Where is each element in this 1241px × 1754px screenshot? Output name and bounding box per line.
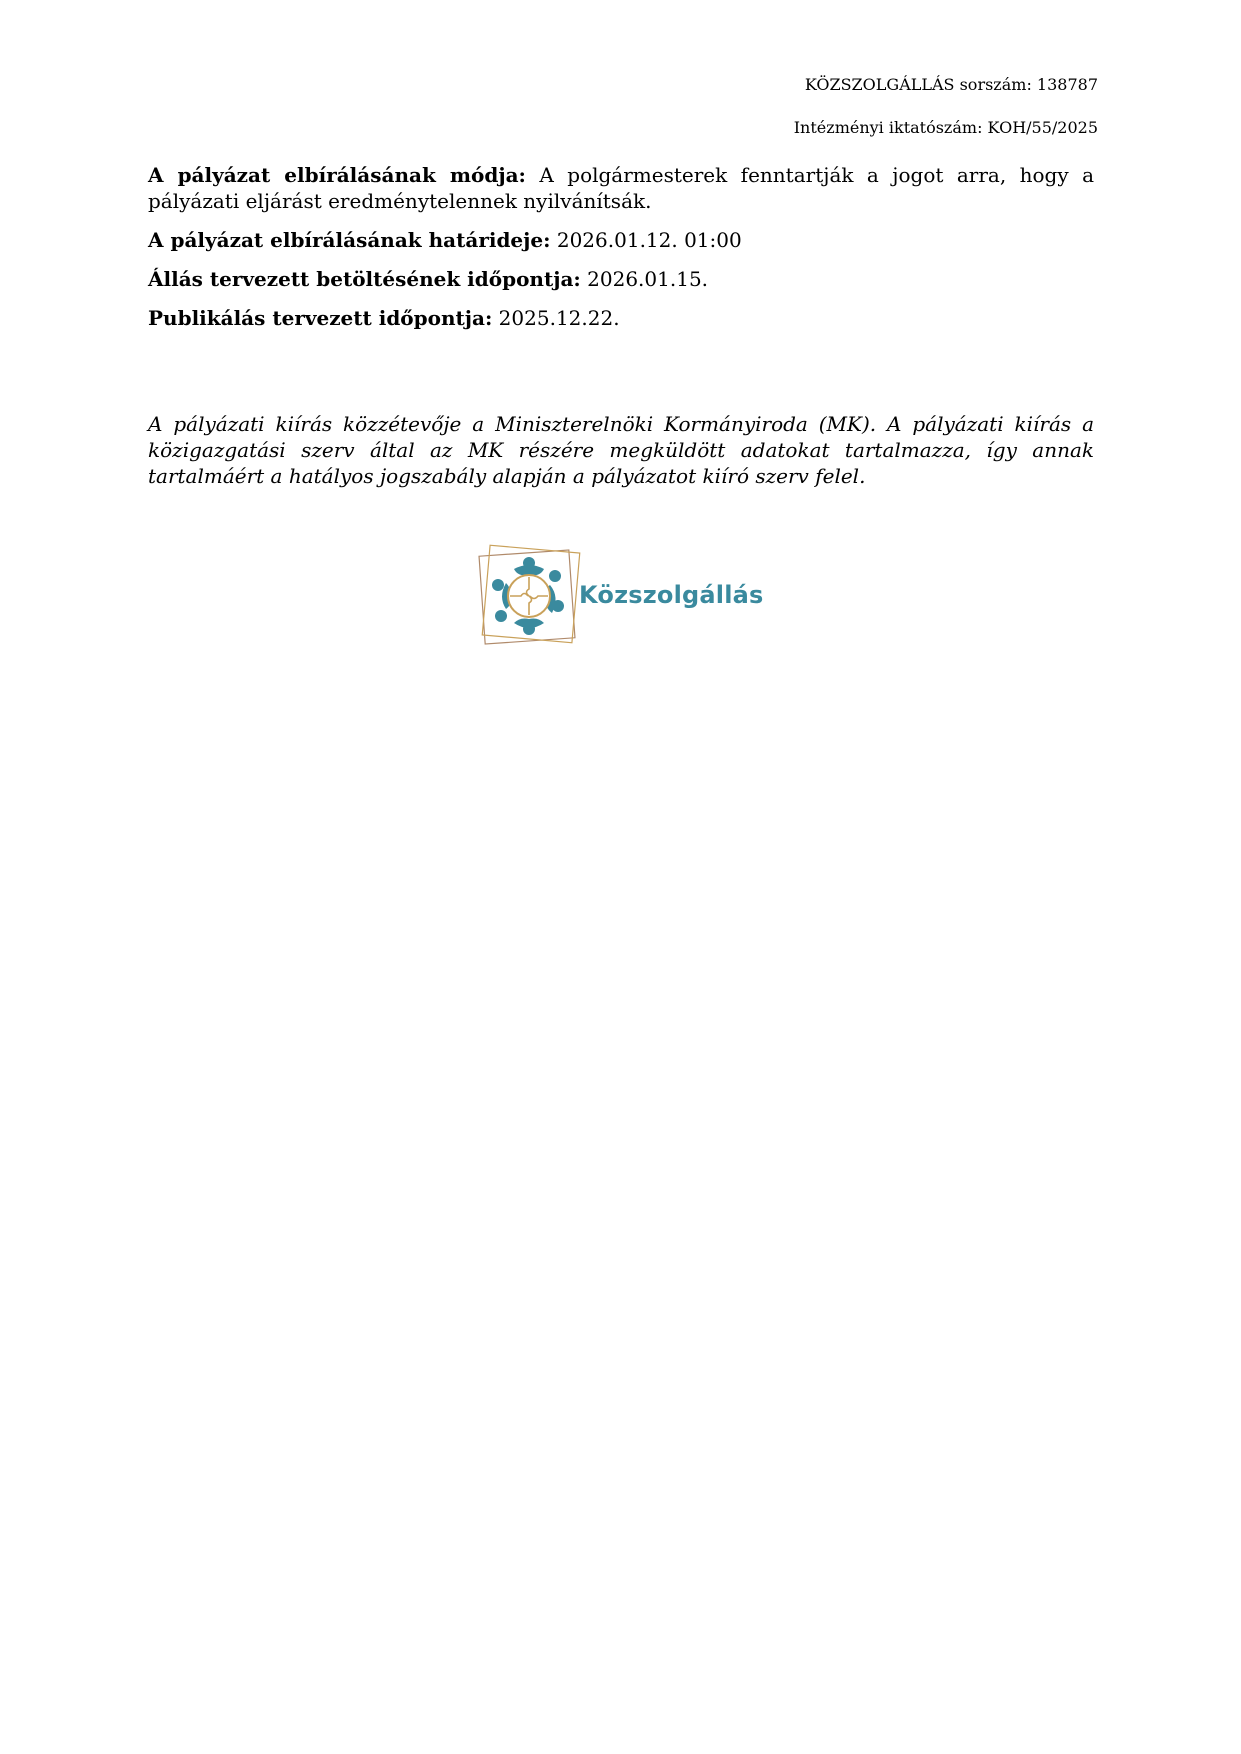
kozszolgallas-logo bbox=[474, 543, 774, 653]
registry-number: Intézményi iktatószám: KOH/55/2025 bbox=[793, 118, 1098, 137]
field-label: A pályázat elbírálásának határideje: bbox=[148, 228, 551, 252]
publisher-disclaimer: A pályázati kiírás közzétevője a Miniszterelnöki Kormányiroda (MK). A pályázati kiírás a közigazgatási szerv által az MK részére megküldött adatokat tartalmazza, így annak tartalmáért a hatályos jogszabály alapján a pályázatot kiíró szerv felel. bbox=[148, 412, 1094, 488]
field-value: 2026.01.12. 01:00 bbox=[550, 228, 742, 252]
kozszolgallas-logo-icon bbox=[474, 543, 584, 653]
field-planned-start-date bbox=[148, 266, 1094, 292]
logo-wordmark: Közszolgállás bbox=[579, 581, 764, 609]
field-label: A pályázat elbírálásának módja: bbox=[148, 163, 526, 187]
field-label: Állás tervezett betöltésének időpontja: bbox=[148, 267, 581, 291]
field-value: 2026.01.15. bbox=[580, 267, 709, 291]
serial-number: KÖZSZOLGÁLLÁS sorszám: 138787 bbox=[804, 75, 1098, 94]
field-value: 2025.12.22. bbox=[492, 306, 620, 330]
field-planned-publication-date bbox=[148, 305, 1094, 331]
field-evaluation-method bbox=[148, 162, 1094, 214]
field-evaluation-deadline bbox=[148, 227, 1094, 253]
field-value: A polgármesterek fenntartják a jogot arra, hogy a pályázati eljárást eredménytelennek nyilvánítsák. bbox=[148, 163, 1095, 213]
field-label: Publikálás tervezett időpontja: bbox=[148, 306, 493, 330]
